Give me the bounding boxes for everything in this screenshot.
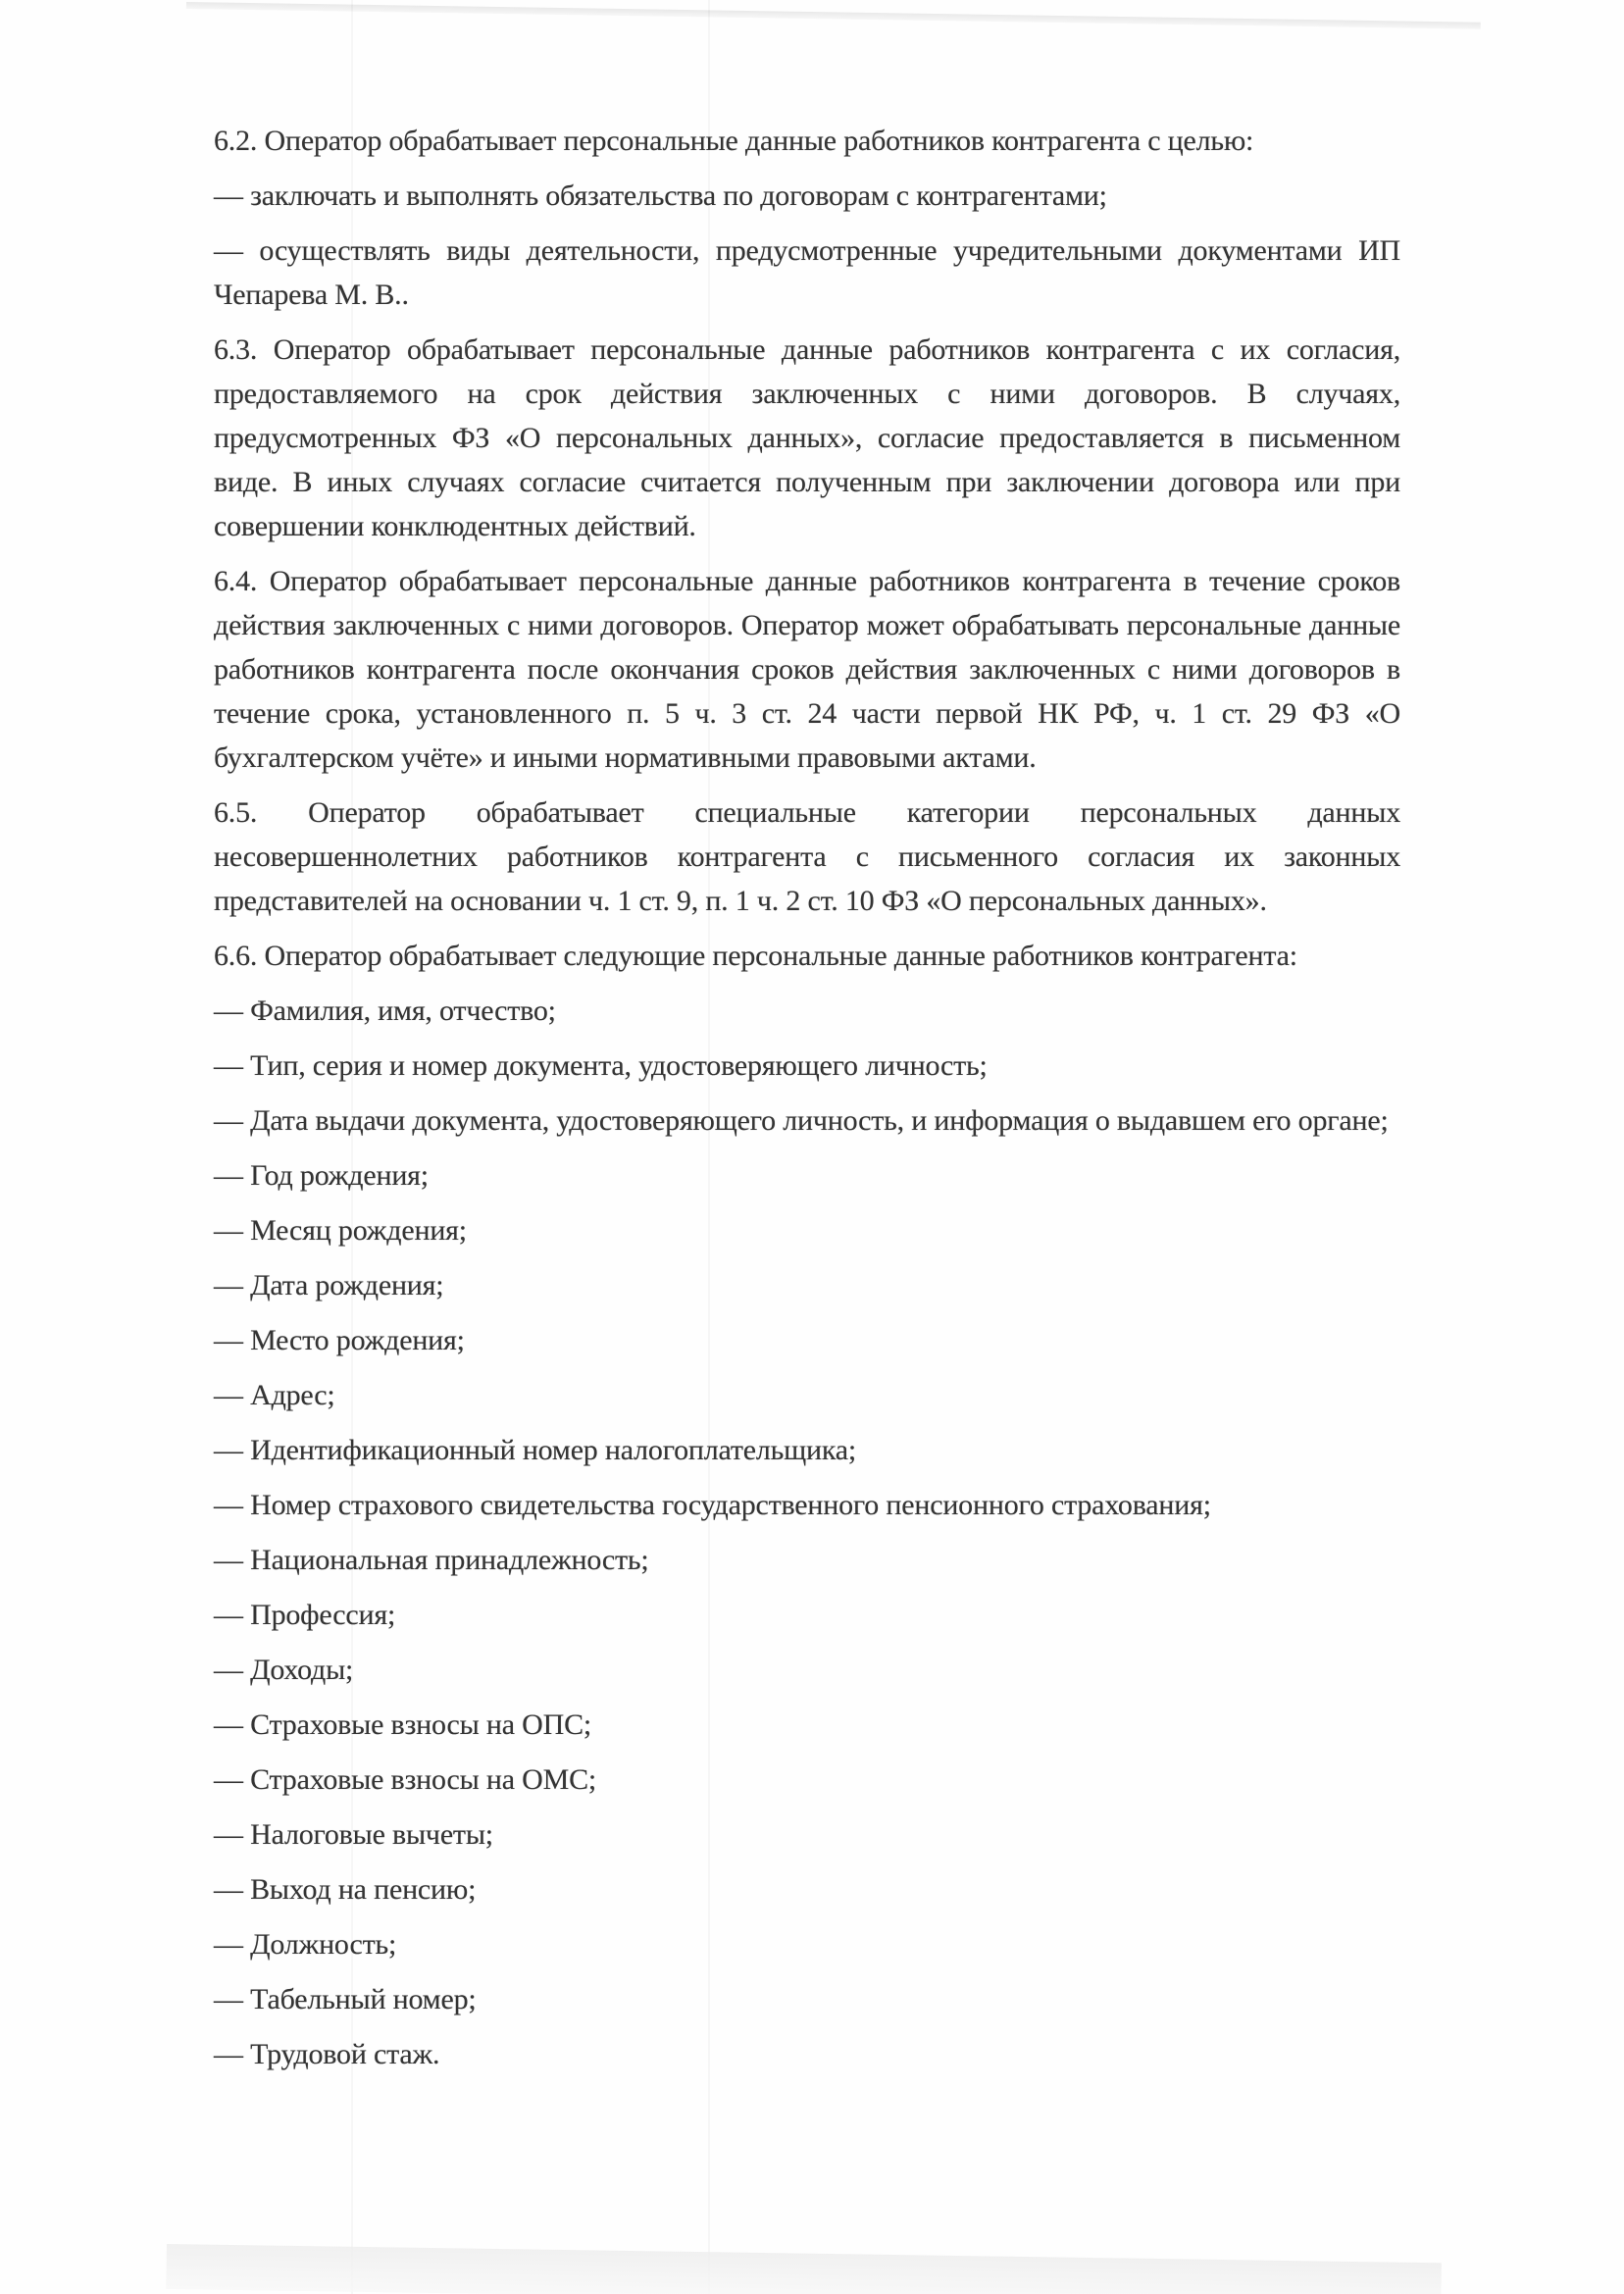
bullet-position: — Должность; (214, 1928, 397, 1961)
bullet-income: — Доходы; (214, 1654, 354, 1686)
bullet-personnel-number: — Табельный номер; (214, 1983, 477, 2015)
bullet-contract-obligations: — заключать и выполнять обязательства по договорам с контрагентами; (214, 179, 1107, 212)
bullet-identity-document: — Тип, серия и номер документа, удостоверяющего личность; (214, 1049, 988, 1082)
clause-6-4: 6.4. Оператор обрабатывает персональные данные работников контрагента в течение сроков действия заключенных с ними договоров. Оператор может обрабатывать персональные данные работников контрагента после окончания сроков действия заключенных с ними договоров в течение срока, установленного п. 5 ч. 3 ст. 24 части первой НК РФ, ч. 1 ст. 29 ФЗ «О бухгалтерском учёте» и иными нормативными правовыми актами. (214, 565, 1400, 774)
bullet-birth-place: — Место рождения; (214, 1324, 465, 1356)
document-text-block (214, 119, 1400, 2087)
bullet-statutory-activities: — осуществлять виды деятельности, предусмотренные учредительными документами ИП Чепарева М. В.. (214, 234, 1400, 311)
bullet-nationality: — Национальная принадлежность; (214, 1544, 649, 1576)
bullet-pension-insurance-number: — Номер страхового свидетельства государственного пенсионного страхования; (214, 1489, 1211, 1521)
clause-6-2: 6.2. Оператор обрабатывает персональные данные работников контрагента с целью: (214, 125, 1254, 157)
bullet-work-experience: — Трудовой стаж. (214, 2038, 440, 2070)
bullet-taxpayer-number: — Идентификационный номер налогоплательщика; (214, 1434, 857, 1466)
bullet-insurance-oms: — Страховые взносы на ОМС; (214, 1763, 597, 1796)
clause-6-6: 6.6. Оператор обрабатывает следующие персональные данные работников контрагента: (214, 940, 1297, 972)
scan-artifact-bottom-edge (166, 2244, 1442, 2294)
clause-6-5: 6.5. Оператор обрабатывает специальные категории персональных данных несовершеннолетних работников контрагента с письменного согласия их законных представителей на основании ч. 1 ст. 9, п. 1 ч. 2 ст. 10 ФЗ «О персональных данных». (214, 796, 1400, 917)
clause-6-3: 6.3. Оператор обрабатывает персональные данные работников контрагента с их согласия, предоставляемого на срок действия заключенных с ними договоров. В случаях, предусмотренных ФЗ «О персональных данных», согласие предоставляется в письменном виде. В иных случаях согласие считается полученным при заключении договора или при совершении конклюдентных действий. (214, 333, 1400, 542)
bullet-birth-month: — Месяц рождения; (214, 1214, 467, 1247)
bullet-full-name: — Фамилия, имя, отчество; (214, 994, 556, 1027)
scan-artifact-top-edge (186, 2, 1481, 29)
bullet-tax-deductions: — Налоговые вычеты; (214, 1818, 493, 1851)
bullet-birth-year: — Год рождения; (214, 1159, 429, 1192)
bullet-birth-date: — Дата рождения; (214, 1269, 444, 1301)
bullet-retirement: — Выход на пенсию; (214, 1873, 477, 1906)
bullet-identity-document-issue: — Дата выдачи документа, удостоверяющего личность, и информация о выдавшем его органе; (214, 1104, 1389, 1137)
bullet-address: — Адрес; (214, 1379, 335, 1411)
bullet-insurance-ops: — Страховые взносы на ОПС; (214, 1708, 592, 1741)
bullet-profession: — Профессия; (214, 1599, 396, 1631)
